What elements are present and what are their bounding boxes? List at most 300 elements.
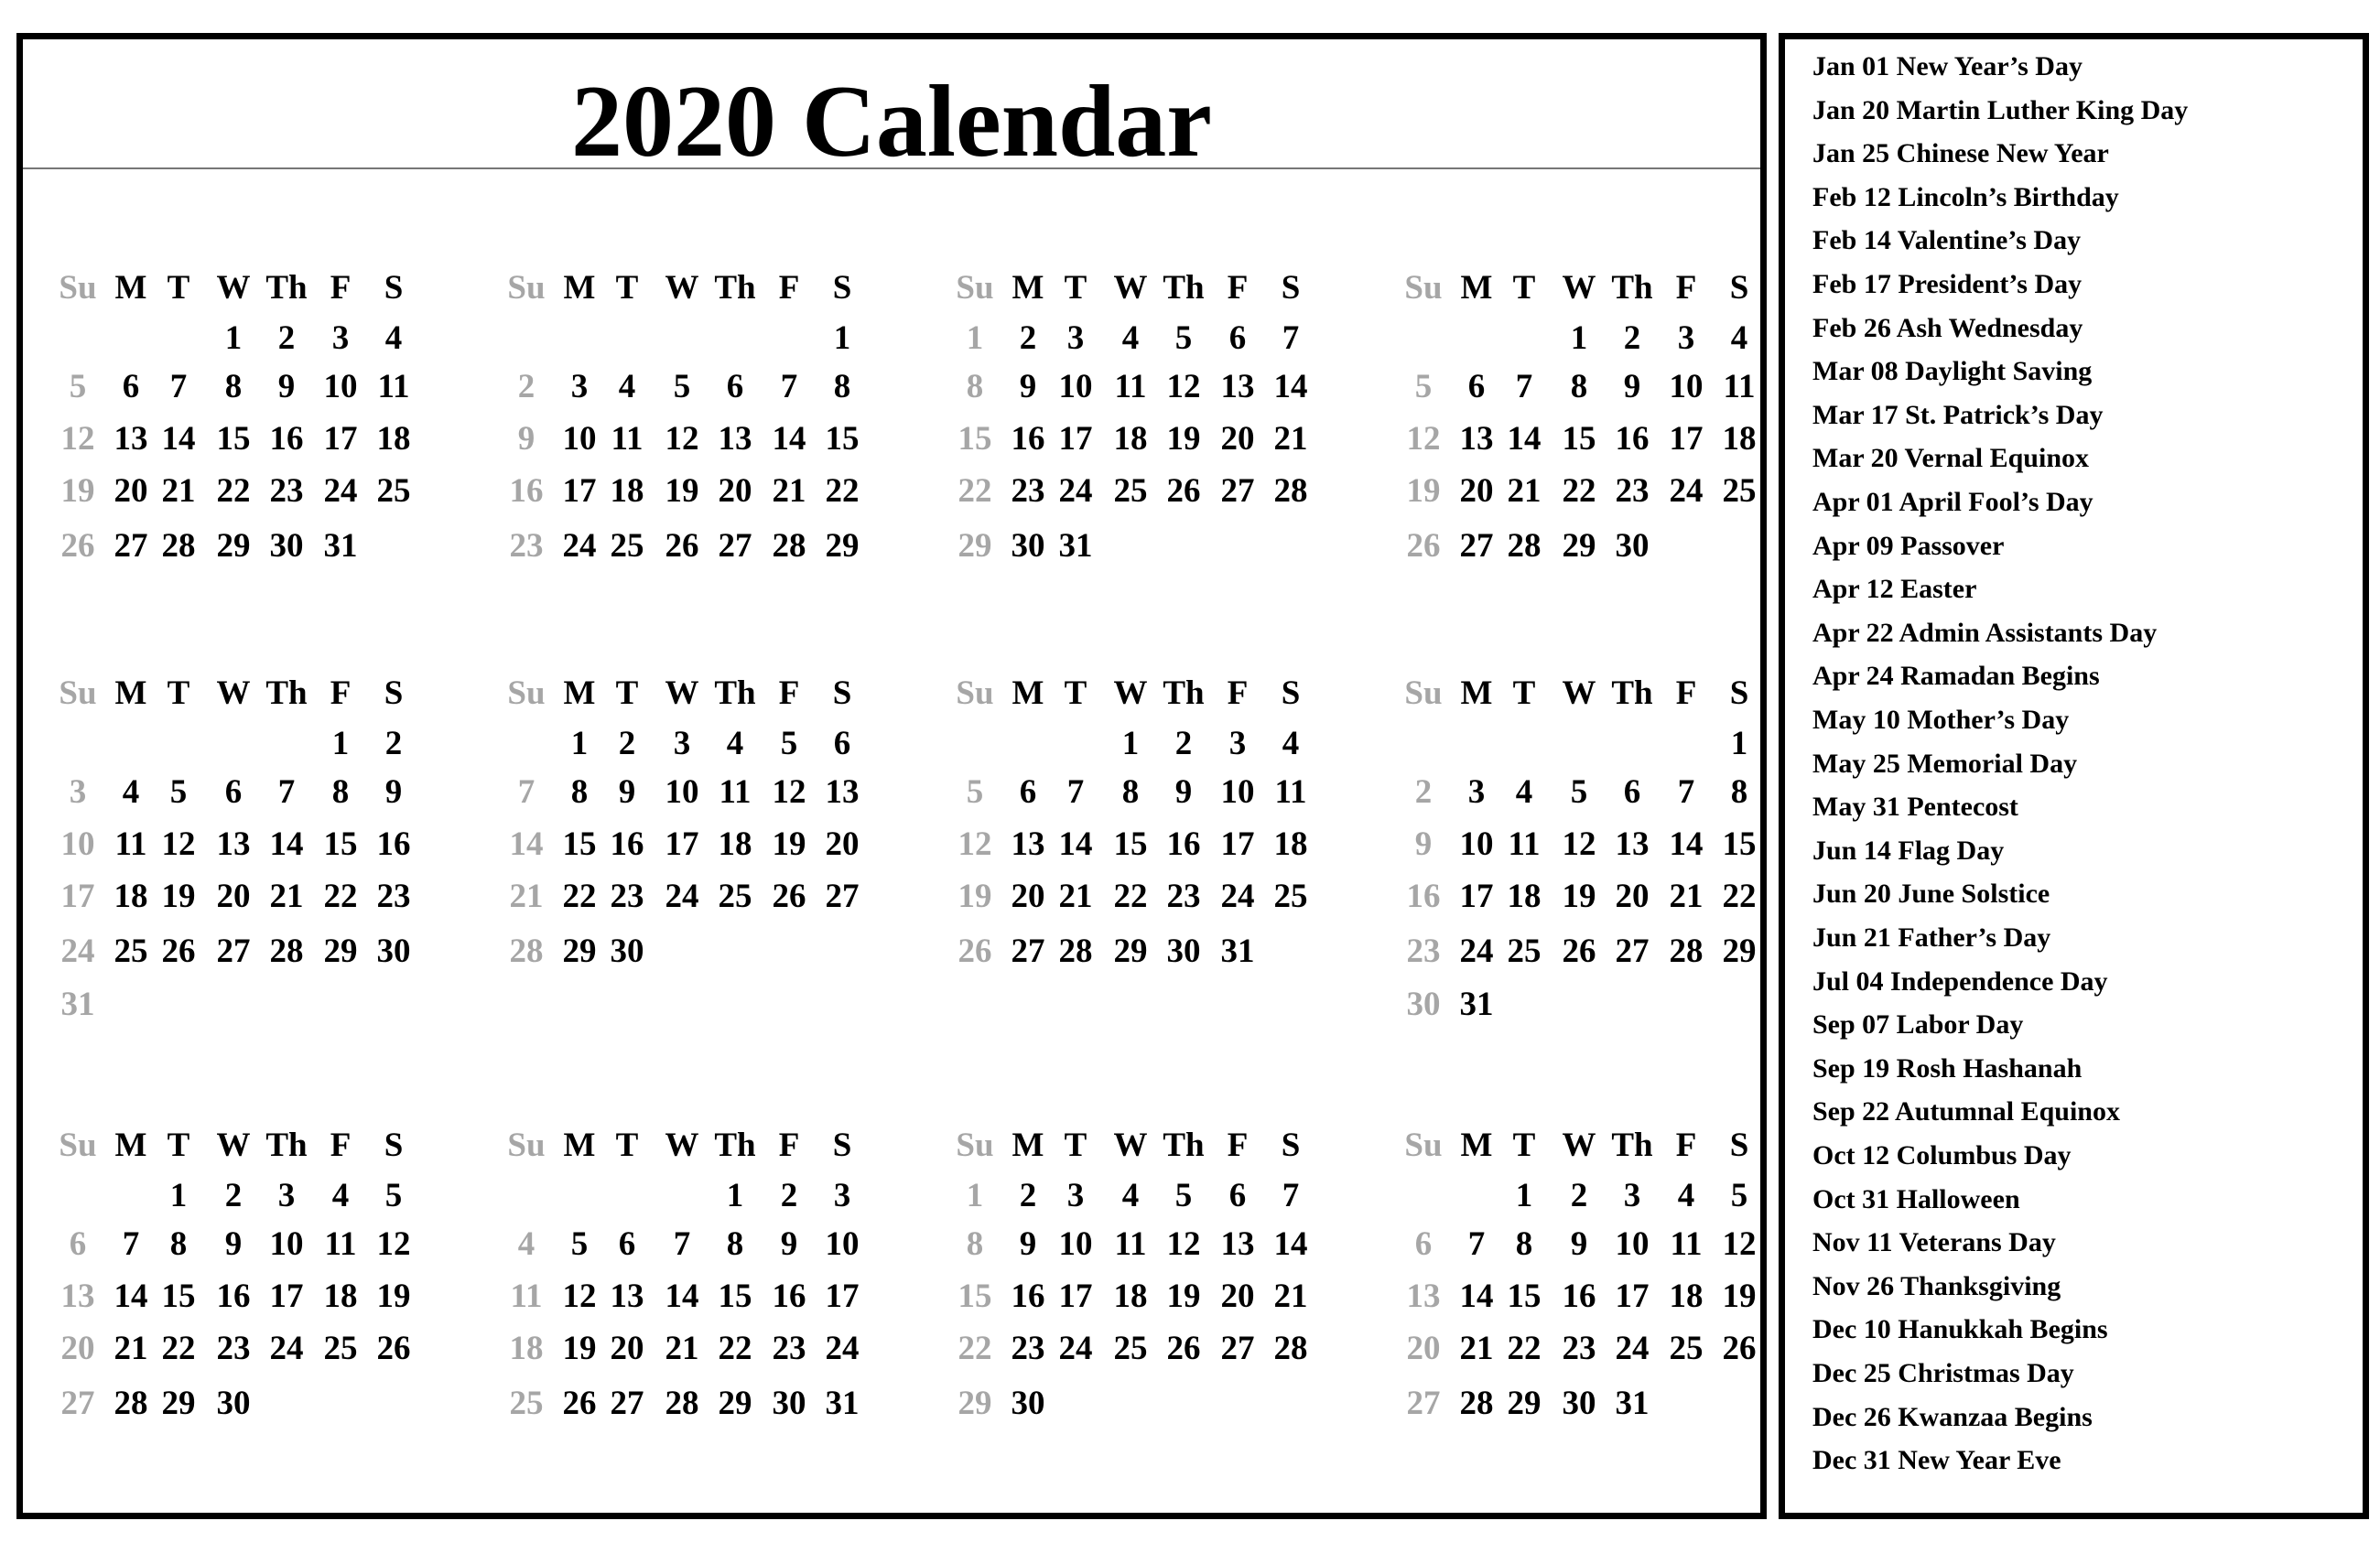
month-block (1396, 1126, 1757, 1437)
day-cell: 23 (1011, 472, 1045, 510)
day-cell: 2 (1414, 773, 1433, 811)
day-cell: 5 (966, 773, 984, 811)
day-cell: 15 (161, 1278, 196, 1315)
day-cell: 6 (1414, 1225, 1433, 1263)
day-cell: 29 (1507, 1385, 1542, 1422)
day-cell: 28 (665, 1385, 699, 1422)
day-cell: 28 (1507, 527, 1542, 565)
day-cell: 18 (114, 878, 148, 915)
day-cell: 24 (562, 527, 597, 565)
day-cell: 16 (1615, 420, 1650, 458)
day-cell: 3 (833, 1177, 851, 1214)
day-cell: 1 (331, 725, 350, 762)
day-cell: 13 (216, 825, 251, 863)
day-cell: 20 (825, 825, 860, 863)
day-cell: 22 (323, 878, 358, 915)
day-cell: 8 (169, 1225, 188, 1263)
day-cell: 2 (517, 368, 536, 405)
month-block (1396, 268, 1757, 579)
day-cell: 28 (114, 1385, 148, 1422)
day-cell: 16 (509, 472, 544, 510)
day-cell: 7 (1282, 1177, 1300, 1214)
weekday-header: T (1512, 1127, 1536, 1164)
day-cell: 20 (610, 1330, 644, 1367)
day-cell: 8 (570, 773, 589, 811)
day-cell: 10 (60, 825, 95, 863)
day-cell: 23 (772, 1330, 806, 1367)
day-cell: 25 (1669, 1330, 1704, 1367)
day-cell: 23 (1011, 1330, 1045, 1367)
day-cell: 21 (269, 878, 304, 915)
day-cell: 17 (1058, 1278, 1093, 1315)
weekday-header: S (1729, 269, 1749, 307)
day-cell: 23 (1562, 1330, 1596, 1367)
day-cell: 9 (1019, 368, 1037, 405)
holiday-item: Feb 26 Ash Wednesday (1812, 312, 2083, 343)
day-cell: 19 (1166, 420, 1201, 458)
day-cell: 28 (772, 527, 806, 565)
weekday-header: W (1562, 1127, 1596, 1164)
day-cell: 4 (384, 319, 403, 357)
day-cell: 11 (1114, 1225, 1147, 1263)
day-cell: 26 (60, 527, 95, 565)
day-cell: 10 (1615, 1225, 1650, 1263)
day-cell: 1 (169, 1177, 188, 1214)
day-cell: 14 (509, 825, 544, 863)
day-cell: 20 (114, 472, 148, 510)
day-cell: 22 (562, 878, 597, 915)
day-cell: 19 (957, 878, 992, 915)
day-cell: 17 (825, 1278, 860, 1315)
day-cell: 15 (957, 1278, 992, 1315)
day-cell: 8 (833, 368, 851, 405)
holiday-item: Dec 25 Christmas Day (1812, 1358, 2074, 1388)
day-cell: 21 (161, 472, 196, 510)
day-cell: 11 (324, 1225, 357, 1263)
day-cell: 3 (570, 368, 589, 405)
day-cell: 23 (1615, 472, 1650, 510)
day-cell: 18 (1722, 420, 1757, 458)
weekday-header: M (1012, 674, 1044, 712)
day-cell: 2 (1174, 725, 1193, 762)
day-cell: 18 (509, 1330, 544, 1367)
day-cell: 10 (269, 1225, 304, 1263)
day-cell: 3 (1066, 319, 1085, 357)
day-cell: 9 (277, 368, 296, 405)
day-cell: 23 (610, 878, 644, 915)
holiday-panel (1779, 33, 2369, 1519)
weekday-header: W (665, 269, 699, 307)
day-cell: 29 (825, 527, 860, 565)
day-cell: 24 (269, 1330, 304, 1367)
day-cell: 29 (323, 933, 358, 970)
day-cell: 29 (562, 933, 597, 970)
holiday-item: Dec 10 Hanukkah Begins (1812, 1314, 2108, 1345)
day-cell: 25 (610, 527, 644, 565)
day-cell: 28 (269, 933, 304, 970)
day-cell: 14 (665, 1278, 699, 1315)
day-cell: 30 (376, 933, 411, 970)
day-cell: 20 (1459, 472, 1494, 510)
day-cell: 18 (1113, 1278, 1148, 1315)
day-cell: 2 (1019, 1177, 1037, 1214)
day-cell: 17 (269, 1278, 304, 1315)
month-block (499, 674, 860, 985)
day-cell: 22 (825, 472, 860, 510)
day-cell: 29 (957, 1385, 992, 1422)
day-cell: 13 (114, 420, 148, 458)
day-cell: 20 (1615, 878, 1650, 915)
day-cell: 27 (1220, 1330, 1255, 1367)
weekday-header: Th (714, 674, 756, 712)
day-cell: 22 (1507, 1330, 1542, 1367)
day-cell: 29 (1722, 933, 1757, 970)
day-cell: 9 (618, 773, 636, 811)
weekday-header: S (1281, 269, 1301, 307)
day-cell: 1 (833, 319, 851, 357)
day-cell: 7 (122, 1225, 140, 1263)
day-cell: 14 (1273, 1225, 1308, 1263)
weekday-header: T (167, 674, 190, 712)
day-cell: 11 (1508, 825, 1541, 863)
day-cell: 13 (610, 1278, 644, 1315)
day-cell: 26 (1722, 1330, 1757, 1367)
day-cell: 3 (1677, 319, 1695, 357)
day-cell: 9 (1019, 1225, 1037, 1263)
day-cell: 7 (673, 1225, 691, 1263)
holiday-item: Jul 04 Independence Day (1812, 965, 2108, 997)
day-cell: 11 (114, 825, 147, 863)
day-cell: 2 (780, 1177, 798, 1214)
day-cell: 22 (718, 1330, 752, 1367)
day-cell: 8 (1121, 773, 1140, 811)
weekday-header: M (114, 269, 147, 307)
day-cell: 12 (1406, 420, 1441, 458)
day-cell: 29 (216, 527, 251, 565)
day-cell: 17 (665, 825, 699, 863)
day-cell: 29 (1113, 933, 1148, 970)
holiday-item: Mar 17 St. Patrick’s Day (1812, 399, 2104, 430)
day-cell: 19 (60, 472, 95, 510)
day-cell: 2 (224, 1177, 243, 1214)
day-cell: 4 (726, 725, 744, 762)
weekday-header: Su (1404, 1127, 1443, 1164)
day-cell: 17 (1220, 825, 1255, 863)
weekday-header: T (1064, 1127, 1087, 1164)
weekday-header: S (384, 1127, 404, 1164)
day-cell: 19 (1166, 1278, 1201, 1315)
day-cell: 19 (1406, 472, 1441, 510)
day-cell: 8 (1570, 368, 1588, 405)
day-cell: 16 (269, 420, 304, 458)
day-cell: 11 (719, 773, 752, 811)
holiday-item: Nov 11 Veterans Day (1812, 1227, 2056, 1258)
day-cell: 31 (1459, 986, 1494, 1023)
day-cell: 17 (1459, 878, 1494, 915)
day-cell: 23 (216, 1330, 251, 1367)
weekday-header: S (384, 269, 404, 307)
day-cell: 17 (1615, 1278, 1650, 1315)
day-cell: 18 (718, 825, 752, 863)
day-cell: 26 (957, 933, 992, 970)
day-cell: 5 (1414, 368, 1433, 405)
day-cell: 31 (323, 527, 358, 565)
day-cell: 6 (1467, 368, 1486, 405)
day-cell: 7 (1467, 1225, 1486, 1263)
day-cell: 15 (1113, 825, 1148, 863)
weekday-header: S (384, 674, 404, 712)
title-divider (23, 167, 1760, 169)
day-cell: 19 (772, 825, 806, 863)
day-cell: 30 (1615, 527, 1650, 565)
day-cell: 2 (277, 319, 296, 357)
day-cell: 17 (60, 878, 95, 915)
day-cell: 31 (60, 986, 95, 1023)
weekday-header: Su (956, 1127, 994, 1164)
day-cell: 11 (1670, 1225, 1703, 1263)
day-cell: 3 (673, 725, 691, 762)
holiday-item: Jun 20 June Solstice (1812, 879, 2050, 910)
day-cell: 26 (665, 527, 699, 565)
day-cell: 24 (1459, 933, 1494, 970)
day-cell: 19 (161, 878, 196, 915)
weekday-header: T (167, 1127, 190, 1164)
day-cell: 24 (1220, 878, 1255, 915)
day-cell: 27 (216, 933, 251, 970)
day-cell: 17 (323, 420, 358, 458)
day-cell: 10 (1459, 825, 1494, 863)
day-cell: 2 (384, 725, 403, 762)
weekday-header: Th (265, 1127, 308, 1164)
day-cell: 16 (610, 825, 644, 863)
holiday-item: Oct 12 Columbus Day (1812, 1140, 2072, 1170)
holiday-item: Sep 19 Rosh Hashanah (1812, 1052, 2082, 1084)
day-cell: 15 (216, 420, 251, 458)
holiday-item: Feb 12 Lincoln’s Birthday (1812, 181, 2119, 212)
weekday-header: Su (1404, 674, 1443, 712)
day-cell: 27 (610, 1385, 644, 1422)
holiday-item: Nov 26 Thanksgiving (1812, 1270, 2061, 1301)
month-block (50, 1126, 411, 1437)
day-cell: 25 (376, 472, 411, 510)
day-cell: 6 (1228, 1177, 1247, 1214)
day-cell: 16 (1406, 878, 1441, 915)
day-cell: 25 (114, 933, 148, 970)
month-block (50, 674, 411, 1023)
day-cell: 26 (562, 1385, 597, 1422)
day-cell: 3 (1066, 1177, 1085, 1214)
day-cell: 10 (1220, 773, 1255, 811)
day-cell: 15 (1722, 825, 1757, 863)
day-cell: 4 (1730, 319, 1748, 357)
weekday-header: F (1675, 674, 1697, 712)
holiday-item: Sep 07 Labor Day (1812, 1009, 2024, 1041)
month-block (499, 1126, 860, 1437)
day-cell: 30 (269, 527, 304, 565)
holiday-item: Oct 31 Halloween (1812, 1183, 2020, 1214)
holiday-item: Dec 31 New Year Eve (1812, 1445, 2061, 1476)
day-cell: 31 (825, 1385, 860, 1422)
day-cell: 23 (376, 878, 411, 915)
day-cell: 5 (673, 368, 691, 405)
day-cell: 15 (1507, 1278, 1542, 1315)
weekday-header: Su (956, 269, 994, 307)
day-cell: 27 (60, 1385, 95, 1422)
day-cell: 30 (772, 1385, 806, 1422)
day-cell: 14 (1507, 420, 1542, 458)
weekday-header: T (615, 674, 639, 712)
day-cell: 31 (1058, 527, 1093, 565)
day-cell: 14 (161, 420, 196, 458)
weekday-header: T (1512, 674, 1536, 712)
day-cell: 13 (825, 773, 860, 811)
weekday-header: S (1281, 674, 1301, 712)
day-cell: 6 (224, 773, 243, 811)
weekday-header: S (1281, 1127, 1301, 1164)
day-cell: 9 (517, 420, 536, 458)
day-cell: 9 (1174, 773, 1193, 811)
day-cell: 5 (384, 1177, 403, 1214)
day-cell: 2 (618, 725, 636, 762)
day-cell: 23 (1406, 933, 1441, 970)
day-cell: 8 (966, 1225, 984, 1263)
weekday-header: W (1113, 674, 1148, 712)
weekday-header: W (665, 674, 699, 712)
holiday-item: Mar 20 Vernal Equinox (1812, 443, 2090, 474)
day-cell: 1 (966, 1177, 984, 1214)
day-cell: 4 (122, 773, 140, 811)
day-cell: 8 (331, 773, 350, 811)
day-cell: 10 (825, 1225, 860, 1263)
day-cell: 20 (718, 472, 752, 510)
weekday-header: S (832, 269, 852, 307)
holiday-item: Mar 08 Daylight Saving (1812, 356, 2093, 387)
month-block (947, 268, 1308, 579)
day-cell: 25 (1722, 472, 1757, 510)
day-cell: 16 (376, 825, 411, 863)
day-cell: 4 (517, 1225, 536, 1263)
day-cell: 17 (1669, 420, 1704, 458)
weekday-header: M (114, 674, 147, 712)
weekday-header: M (1012, 1127, 1044, 1164)
day-cell: 6 (833, 725, 851, 762)
day-cell: 21 (1273, 1278, 1308, 1315)
day-cell: 1 (726, 1177, 744, 1214)
day-cell: 16 (216, 1278, 251, 1315)
day-cell: 25 (1273, 878, 1308, 915)
day-cell: 20 (216, 878, 251, 915)
day-cell: 27 (114, 527, 148, 565)
day-cell: 20 (1011, 878, 1045, 915)
day-cell: 3 (69, 773, 87, 811)
day-cell: 2 (1570, 1177, 1588, 1214)
holiday-item: Jan 01 New Year’s Day (1812, 51, 2082, 81)
weekday-header: M (1460, 674, 1493, 712)
day-cell: 11 (377, 368, 410, 405)
day-cell: 7 (1677, 773, 1695, 811)
day-cell: 22 (1562, 472, 1596, 510)
day-cell: 28 (1058, 933, 1093, 970)
day-cell: 24 (60, 933, 95, 970)
day-cell: 13 (60, 1278, 95, 1315)
weekday-header: W (1562, 269, 1596, 307)
day-cell: 14 (1669, 825, 1704, 863)
month-block (499, 268, 860, 579)
day-cell: 14 (114, 1278, 148, 1315)
day-cell: 27 (718, 527, 752, 565)
day-cell: 2 (1623, 319, 1641, 357)
day-cell: 10 (323, 368, 358, 405)
weekday-header: F (778, 269, 800, 307)
day-cell: 28 (509, 933, 544, 970)
month-block (50, 268, 411, 579)
day-cell: 22 (216, 472, 251, 510)
weekday-header: S (832, 674, 852, 712)
weekday-header: W (216, 269, 251, 307)
day-cell: 30 (1166, 933, 1201, 970)
day-cell: 7 (780, 368, 798, 405)
weekday-header: M (563, 269, 596, 307)
holiday-item: Feb 14 Valentine’s Day (1812, 225, 2082, 256)
day-cell: 8 (726, 1225, 744, 1263)
weekday-header: M (563, 674, 596, 712)
day-cell: 4 (1515, 773, 1533, 811)
day-cell: 5 (570, 1225, 589, 1263)
day-cell: 24 (1058, 1330, 1093, 1367)
day-cell: 11 (611, 420, 644, 458)
day-cell: 14 (1273, 368, 1308, 405)
day-cell: 11 (1274, 773, 1307, 811)
day-cell: 19 (1722, 1278, 1757, 1315)
weekday-header: Su (507, 674, 546, 712)
day-cell: 9 (224, 1225, 243, 1263)
day-cell: 26 (1166, 1330, 1201, 1367)
weekday-header: Th (1611, 1127, 1653, 1164)
day-cell: 15 (1562, 420, 1596, 458)
day-cell: 22 (161, 1330, 196, 1367)
day-cell: 1 (1570, 319, 1588, 357)
day-cell: 5 (169, 773, 188, 811)
weekday-header: Su (59, 674, 97, 712)
day-cell: 24 (825, 1330, 860, 1367)
day-cell: 28 (161, 527, 196, 565)
day-cell: 4 (1121, 319, 1140, 357)
day-cell: 17 (562, 472, 597, 510)
day-cell: 26 (161, 933, 196, 970)
day-cell: 30 (216, 1385, 251, 1422)
day-cell: 13 (1220, 368, 1255, 405)
day-cell: 4 (1282, 725, 1300, 762)
day-cell: 18 (610, 472, 644, 510)
day-cell: 23 (509, 527, 544, 565)
day-cell: 31 (1220, 933, 1255, 970)
day-cell: 1 (966, 319, 984, 357)
weekday-header: M (563, 1127, 596, 1164)
day-cell: 30 (1406, 986, 1441, 1023)
day-cell: 7 (277, 773, 296, 811)
page-title: 2020 Calendar (571, 65, 1212, 178)
weekday-header: Su (507, 269, 546, 307)
day-cell: 4 (618, 368, 636, 405)
weekday-header: M (1460, 1127, 1493, 1164)
day-cell: 6 (1228, 319, 1247, 357)
day-cell: 4 (1677, 1177, 1695, 1214)
day-cell: 18 (1113, 420, 1148, 458)
holiday-item: Jan 20 Martin Luther King Day (1812, 94, 2189, 125)
day-cell: 8 (224, 368, 243, 405)
holiday-item: Apr 24 Ramadan Begins (1812, 661, 2100, 692)
day-cell: 15 (562, 825, 597, 863)
